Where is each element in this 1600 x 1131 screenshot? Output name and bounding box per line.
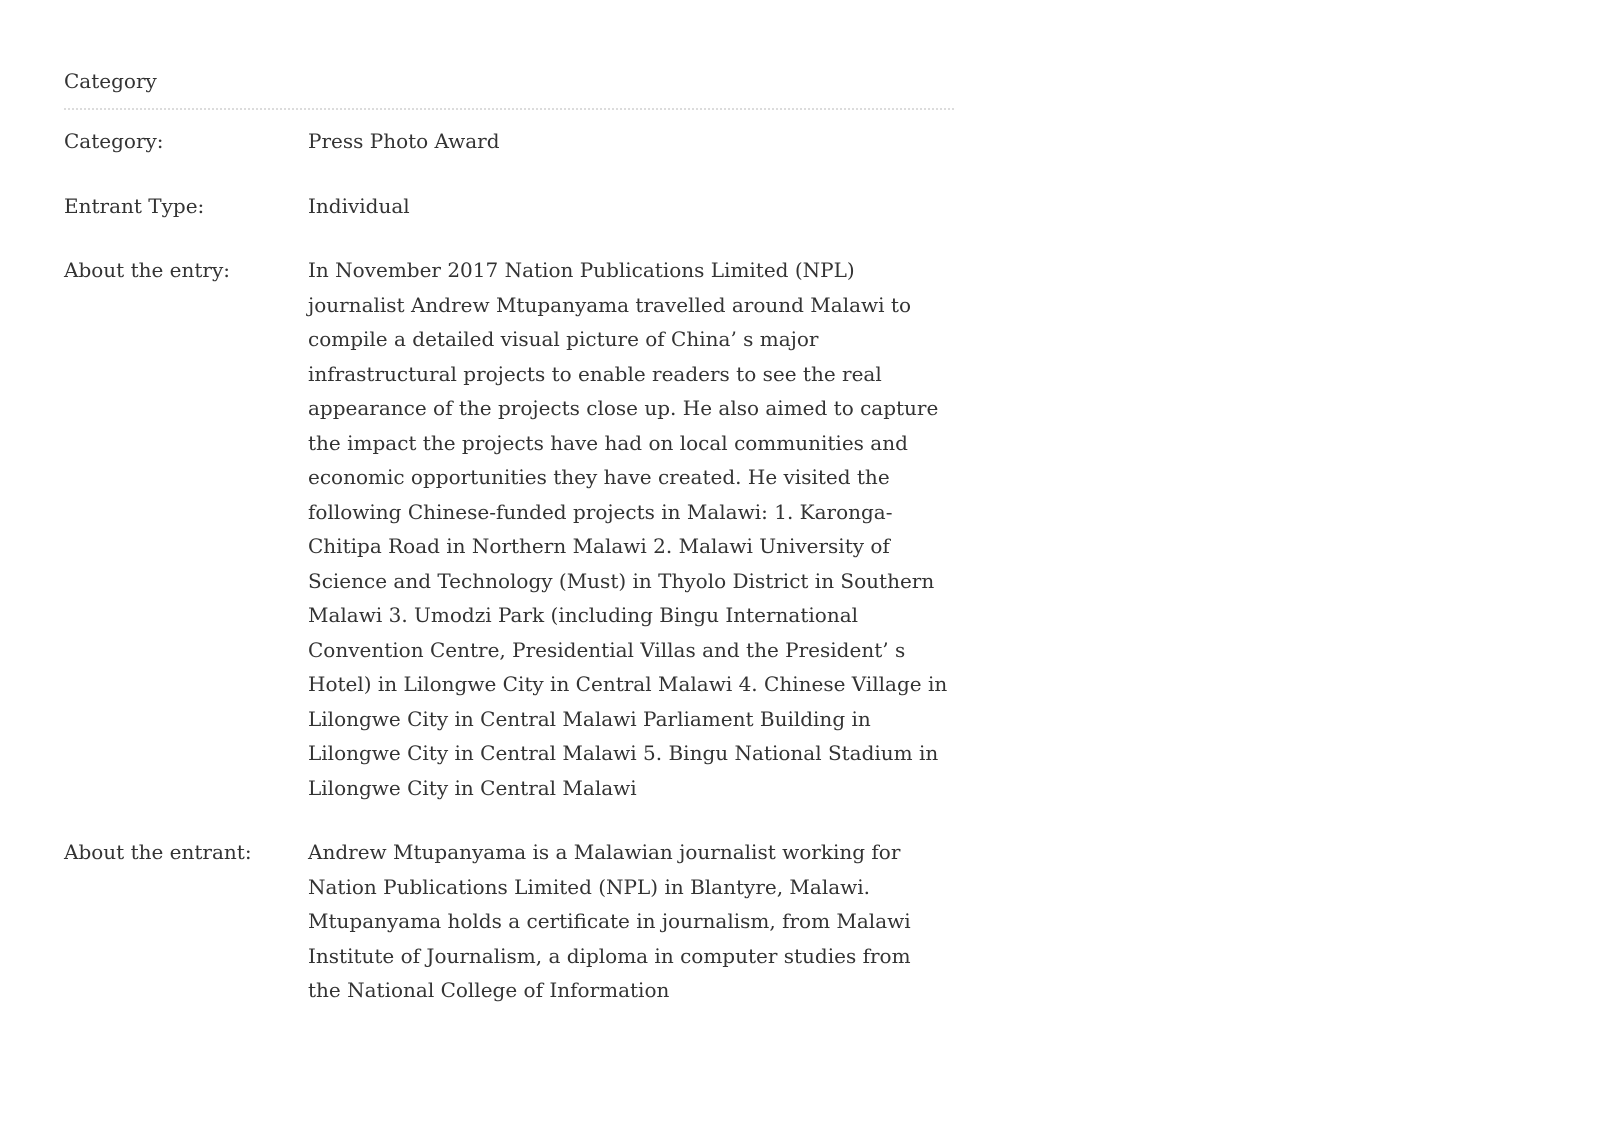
field-row-category <box>64 124 954 159</box>
section-heading-category: Category <box>64 66 954 110</box>
entrant-type-label: Entrant Type: <box>64 193 205 218</box>
about-entry-label: About the entry: <box>64 258 231 282</box>
about-entrant-label: About the entrant: <box>64 840 252 864</box>
field-row-about-entry <box>64 253 954 805</box>
field-row-about-entrant <box>64 835 954 1008</box>
about-entry-text: In November 2017 Nation Publications Limited (NPL) journalist Andrew Mtupanyama travelled around Malawi to compile a detailed visual picture of China’ s major infrastructural projects to enable readers to see the real appearance of the projects close up. He also aimed to capture the impact the projects have had on local communities and economic opportunities they have created. He visited the following Chinese-funded projects in Malawi: 1. Karonga-Chitipa Road in Northern Malawi 2. Malawi University of Science and Technology (Must) in Thyolo District in Southern Malawi 3. Umodzi Park (including Bingu International Convention Centre, Presidential Villas and the President’ s Hotel) in Lilongwe City in Central Malawi 4. Chinese Village in Lilongwe City in Central Malawi Parliament Building in Lilongwe City in Central Malawi 5. Bingu National Stadium in Lilongwe City in Central Malawi <box>308 258 948 800</box>
field-list <box>64 124 954 1008</box>
entry-details <box>64 66 954 1038</box>
entrant-type-value: Individual <box>308 193 410 218</box>
field-row-entrant-type <box>64 189 954 224</box>
category-label: Category: <box>64 129 164 153</box>
about-entrant-text: Andrew Mtupanyama is a Malawian journalist working for Nation Publications Limited (NPL) in Blantyre, Malawi. Mtupanyama holds a certificate in journalism, from Malawi Institute of Journalism, a diploma in computer studies from the National College of Information <box>308 840 911 1002</box>
category-value: Press Photo Award <box>308 129 500 153</box>
